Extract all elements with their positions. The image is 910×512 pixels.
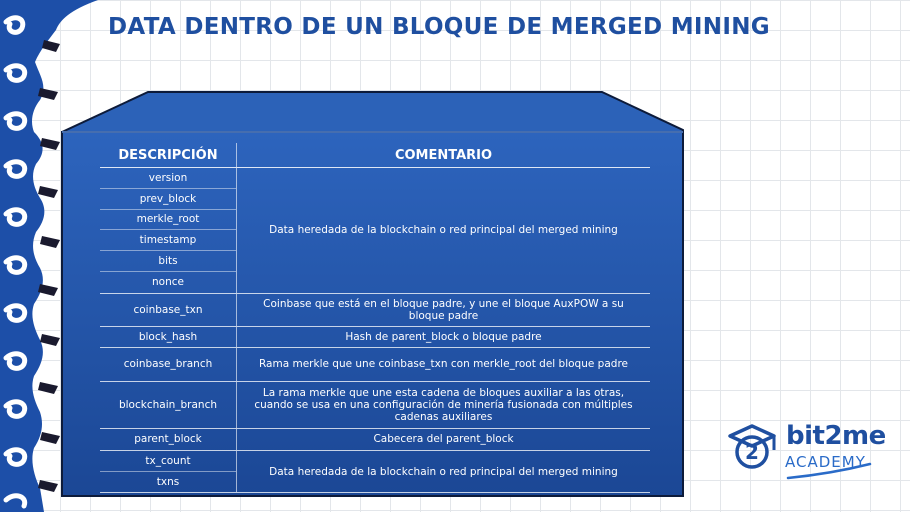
- field-name: timestamp: [100, 230, 236, 251]
- table-row: [100, 294, 650, 327]
- field-name: merkle_root: [100, 210, 236, 231]
- field-name: coinbase_branch: [123, 358, 213, 371]
- field-name: coinbase_txn: [133, 303, 203, 316]
- column-header-comment: COMENTARIO: [394, 147, 493, 163]
- field-name: bits: [100, 251, 236, 272]
- table-row: [100, 348, 650, 382]
- field-name: txns: [156, 475, 180, 488]
- field-name: prev_block: [100, 189, 236, 210]
- field-comment: Coinbase que está en el bloque padre, y une el bloque AuxPOW a su bloque padre: [263, 297, 624, 322]
- field-comment: Rama merkle que une coinbase_txn con merkle_root del bloque padre: [258, 358, 628, 371]
- table-row-group-tx-fields: [100, 451, 650, 494]
- brand-subtitle: ACADEMY: [785, 453, 866, 471]
- svg-text:2: 2: [745, 440, 759, 464]
- column-header-description: DESCRIPCIÓN: [100, 143, 237, 167]
- merged-mining-data-table: [100, 143, 650, 493]
- field-comment: La rama merkle que une esta cadena de bloques auxiliar a las otras, cuando se usa en una configuración de minería fusionada con múltiples cadenas auxiliares: [254, 386, 633, 423]
- table-row: [100, 429, 650, 451]
- field-comment: Cabecera del parent_block: [373, 433, 514, 446]
- field-name: nonce: [152, 276, 184, 289]
- field-name: tx_count: [100, 451, 236, 472]
- field-comment: Data heredada de la blockchain o red principal del merged mining: [269, 465, 618, 478]
- field-name: version: [100, 168, 236, 189]
- table-row: [100, 382, 650, 429]
- page-title: DATA DENTRO DE UN BLOQUE DE MERGED MINING: [108, 14, 770, 40]
- brand-name: bit2me: [786, 421, 886, 451]
- field-name: block_hash: [138, 330, 198, 343]
- field-comment: Hash de parent_block o bloque padre: [345, 330, 542, 343]
- field-comment: Data heredada de la blockchain o red principal del merged mining: [269, 224, 618, 237]
- field-name: blockchain_branch: [118, 398, 218, 411]
- table-row-group-header-fields: [100, 168, 650, 294]
- table-header: [100, 143, 650, 168]
- table-row: [100, 327, 650, 348]
- field-name: parent_block: [134, 433, 202, 446]
